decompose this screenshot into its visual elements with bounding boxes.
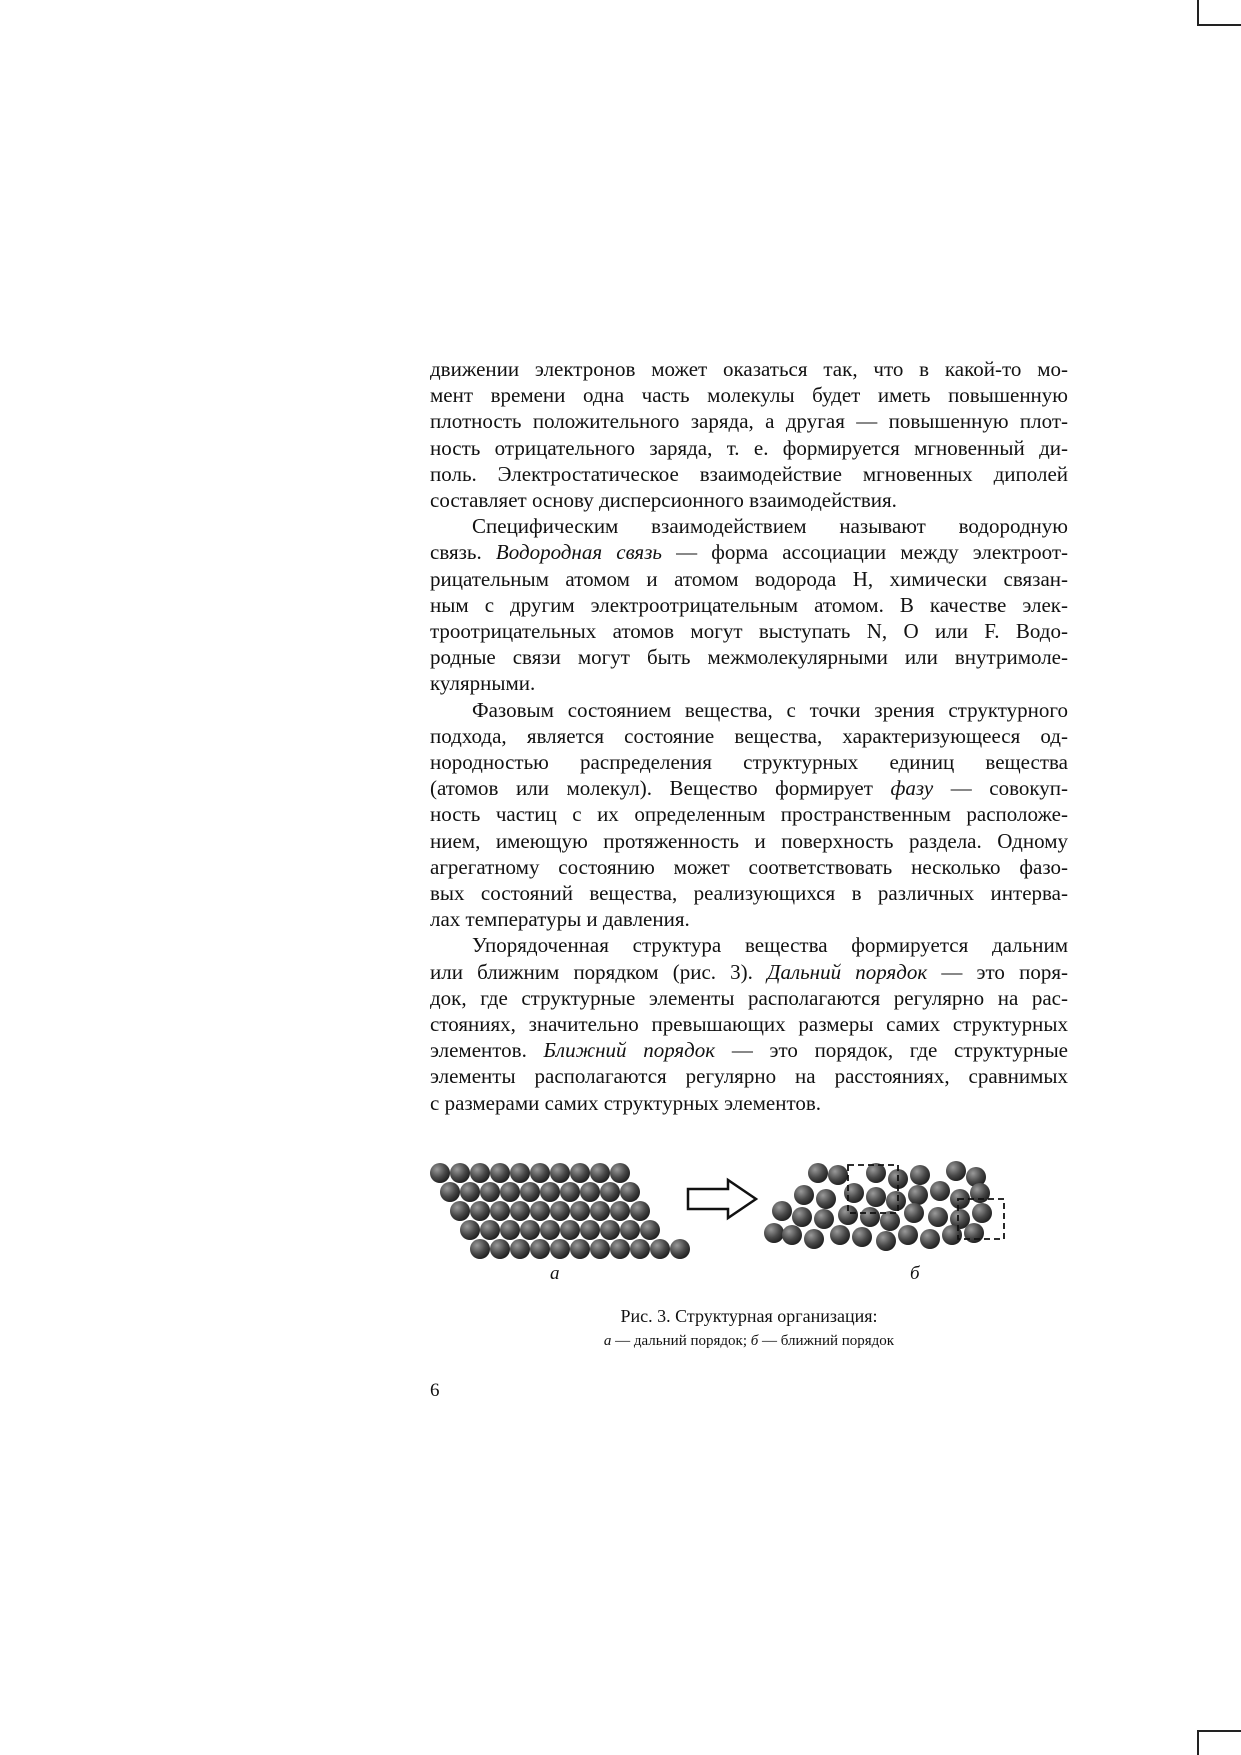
text-run: движении электронов может оказаться так, что в какой-то мо- — [430, 357, 1068, 381]
text-run: — форма ассоциации между электроот- — [661, 540, 1068, 565]
caption-text: — дальний порядок; — [611, 1333, 751, 1349]
text-line — [430, 1090, 1068, 1116]
text-line — [430, 487, 1068, 513]
text-run: кулярными. — [430, 671, 536, 696]
sphere — [570, 1201, 590, 1221]
text-run: стояниях, значительно превышающих размеры самих структурных — [430, 1012, 1068, 1037]
figure-3-illustration — [430, 1155, 1068, 1285]
sphere — [540, 1220, 560, 1240]
text-run: рицательным атомом и атомом водорода H, химически связан- — [430, 566, 1068, 591]
paragraph — [430, 697, 1068, 933]
sphere — [560, 1182, 580, 1202]
text-run: — это порядок, где структурные — [715, 1038, 1068, 1063]
text-line — [430, 618, 1068, 644]
sphere — [640, 1220, 660, 1240]
text-line — [430, 1037, 1068, 1063]
text-run: плотность положительного заряда, а другая — повышенную плот- — [430, 409, 1068, 434]
text-run: связь. — [430, 540, 496, 565]
sphere — [590, 1239, 610, 1259]
sphere — [816, 1189, 836, 1209]
sphere — [946, 1161, 966, 1181]
text-run: — совокуп- — [933, 776, 1068, 801]
sphere — [866, 1187, 886, 1207]
figure-caption-title: Рис. 3. Структурная организация: — [620, 1306, 878, 1326]
sphere — [620, 1220, 640, 1240]
sphere — [530, 1163, 550, 1183]
sphere — [844, 1183, 864, 1203]
sphere — [550, 1239, 570, 1259]
text-line — [430, 880, 1068, 906]
sphere — [570, 1239, 590, 1259]
sphere — [540, 1182, 560, 1202]
text-line — [430, 697, 1068, 723]
italic-term: Дальний порядок — [767, 959, 928, 984]
sphere — [450, 1163, 470, 1183]
sphere — [830, 1225, 850, 1245]
sphere — [490, 1163, 510, 1183]
sphere — [860, 1207, 880, 1227]
sphere — [580, 1220, 600, 1240]
sphere — [792, 1207, 812, 1227]
text-line — [430, 723, 1068, 749]
sphere — [550, 1163, 570, 1183]
short-range-order-panel — [764, 1161, 1004, 1251]
page-number: 6 — [430, 1380, 440, 1401]
sphere — [630, 1239, 650, 1259]
sphere — [928, 1207, 948, 1227]
sphere — [970, 1183, 990, 1203]
text-line — [430, 461, 1068, 487]
sphere — [772, 1201, 792, 1221]
sphere — [794, 1185, 814, 1205]
sphere — [782, 1225, 802, 1245]
text-run: док, где структурные элементы располагаются регулярно на рас- — [430, 985, 1068, 1010]
text-line — [430, 985, 1068, 1011]
sphere — [550, 1201, 570, 1221]
sphere — [898, 1225, 918, 1245]
sphere — [908, 1185, 928, 1205]
sphere — [600, 1220, 620, 1240]
sphere — [590, 1163, 610, 1183]
sphere — [920, 1229, 940, 1249]
sphere — [828, 1165, 848, 1185]
text-run: составляет основу дисперсионного взаимодействия. — [430, 488, 897, 513]
text-run: троотрицательных атомов могут выступать N, O или F. Водо- — [430, 619, 1068, 644]
text-line — [430, 670, 1068, 696]
sphere — [852, 1227, 872, 1247]
sphere — [450, 1201, 470, 1221]
text-run: нородностью распределения структурных единиц вещества — [430, 750, 1068, 775]
sphere — [520, 1182, 540, 1202]
text-run: ным с другим электроотрицательным атомом. В качестве элек- — [430, 592, 1068, 617]
sphere — [500, 1182, 520, 1202]
text-line — [430, 854, 1068, 880]
text-run: подхода, является состояние вещества, характеризующееся од- — [430, 723, 1068, 748]
sphere — [610, 1239, 630, 1259]
text-line — [430, 356, 1068, 382]
sphere — [910, 1165, 930, 1185]
text-line — [430, 775, 1068, 801]
sphere — [964, 1223, 984, 1243]
sphere — [500, 1220, 520, 1240]
sphere — [610, 1201, 630, 1221]
text-line — [430, 959, 1068, 985]
text-run: Упорядоченная структура вещества формируется дальним — [472, 933, 1068, 958]
italic-term: Водородная связь — [495, 540, 662, 565]
text-run: (атомов или молекул). Вещество формирует — [430, 776, 891, 801]
text-run: нием, имеющую протяженность и поверхность раздела. Одному — [430, 828, 1068, 853]
text-run: Фазовым состоянием вещества, с точки зрения структурного — [472, 697, 1068, 722]
sphere — [610, 1163, 630, 1183]
text-line — [430, 382, 1068, 408]
sphere — [480, 1220, 500, 1240]
text-run: мент времени одна часть молекулы будет иметь повышенную — [430, 383, 1068, 408]
text-line — [430, 644, 1068, 670]
text-line — [430, 513, 1068, 539]
sphere — [460, 1182, 480, 1202]
text-run: поль. Электростатическое взаимодействие мгновенных диполей — [430, 461, 1068, 486]
sphere — [590, 1201, 610, 1221]
body-text — [430, 356, 1068, 1116]
sphere — [460, 1220, 480, 1240]
caption-text: — ближний порядок — [758, 1333, 895, 1349]
sphere — [530, 1201, 550, 1221]
panel-label-b: б — [910, 1263, 920, 1284]
text-run: Специфическим взаимодействием называют водородную — [472, 514, 1068, 539]
text-line — [430, 749, 1068, 775]
text-line — [430, 592, 1068, 618]
crop-mark-bottom-vertical — [1197, 1730, 1199, 1755]
sphere — [600, 1182, 620, 1202]
text-line — [430, 932, 1068, 958]
figure-3 — [430, 1155, 1068, 1285]
sphere — [942, 1225, 962, 1245]
sphere — [814, 1209, 834, 1229]
sphere — [930, 1181, 950, 1201]
paragraph — [430, 932, 1068, 1115]
sphere — [630, 1201, 650, 1221]
text-run: родные связи могут быть межмолекулярными или внутримоле- — [430, 645, 1068, 670]
sphere — [650, 1239, 670, 1259]
text-line — [430, 435, 1068, 461]
text-line — [430, 539, 1068, 565]
sphere — [470, 1163, 490, 1183]
crop-mark-bottom-horizontal — [1197, 1730, 1241, 1732]
sphere — [580, 1182, 600, 1202]
sphere — [880, 1211, 900, 1231]
sphere — [530, 1239, 550, 1259]
sphere — [804, 1229, 824, 1249]
sphere — [620, 1182, 640, 1202]
text-line — [430, 1011, 1068, 1037]
sphere — [808, 1163, 828, 1183]
text-run: — это поря- — [927, 959, 1068, 984]
sphere — [510, 1201, 530, 1221]
figure-caption-subtitle — [430, 1333, 1068, 1350]
sphere — [886, 1191, 906, 1211]
sphere — [904, 1203, 924, 1223]
sphere — [510, 1239, 530, 1259]
sphere — [440, 1182, 460, 1202]
caption-italic-label: а — [603, 1333, 612, 1349]
text-run: лах температуры и давления. — [430, 907, 690, 932]
sphere — [876, 1231, 896, 1251]
text-run: ность отрицательного заряда, т. е. формируется мгновенный ди- — [430, 435, 1068, 460]
text-run: с размерами самих структурных элементов. — [430, 1090, 822, 1115]
sphere — [866, 1163, 886, 1183]
text-line — [430, 906, 1068, 932]
italic-term: Ближний порядок — [543, 1038, 716, 1063]
text-line — [430, 408, 1068, 434]
sphere — [764, 1223, 784, 1243]
sphere — [480, 1182, 500, 1202]
sphere — [570, 1163, 590, 1183]
arrow-right-icon — [688, 1180, 756, 1218]
sphere — [490, 1239, 510, 1259]
text-run: вых состояний вещества, реализующихся в различных интерва- — [430, 881, 1068, 906]
text-line — [430, 1063, 1068, 1089]
crop-mark-top-vertical — [1197, 0, 1199, 26]
text-run: или ближним порядком (рис. 3). — [430, 959, 768, 984]
sphere — [520, 1220, 540, 1240]
paragraph — [430, 356, 1068, 513]
sphere — [430, 1163, 450, 1183]
text-run: элементов. — [430, 1038, 544, 1063]
sphere — [470, 1201, 490, 1221]
text-line — [430, 566, 1068, 592]
paragraph — [430, 513, 1068, 696]
italic-term: фазу — [890, 776, 934, 801]
text-line — [430, 801, 1068, 827]
text-run: элементы располагаются регулярно на расстояниях, сравнимых — [430, 1064, 1068, 1089]
crop-mark-top-horizontal — [1197, 24, 1241, 26]
text-run: ность частиц с их определенным пространственным расположе- — [430, 802, 1068, 827]
sphere — [670, 1239, 690, 1259]
sphere — [560, 1220, 580, 1240]
sphere — [490, 1201, 510, 1221]
long-range-order-panel — [430, 1163, 690, 1259]
caption-italic-label: б — [750, 1333, 759, 1349]
text-run: агрегатному состоянию может соответствовать несколько фазо- — [430, 854, 1068, 879]
sphere — [510, 1163, 530, 1183]
sphere — [972, 1203, 992, 1223]
sphere — [470, 1239, 490, 1259]
panel-label-a: а — [550, 1263, 560, 1284]
text-line — [430, 828, 1068, 854]
